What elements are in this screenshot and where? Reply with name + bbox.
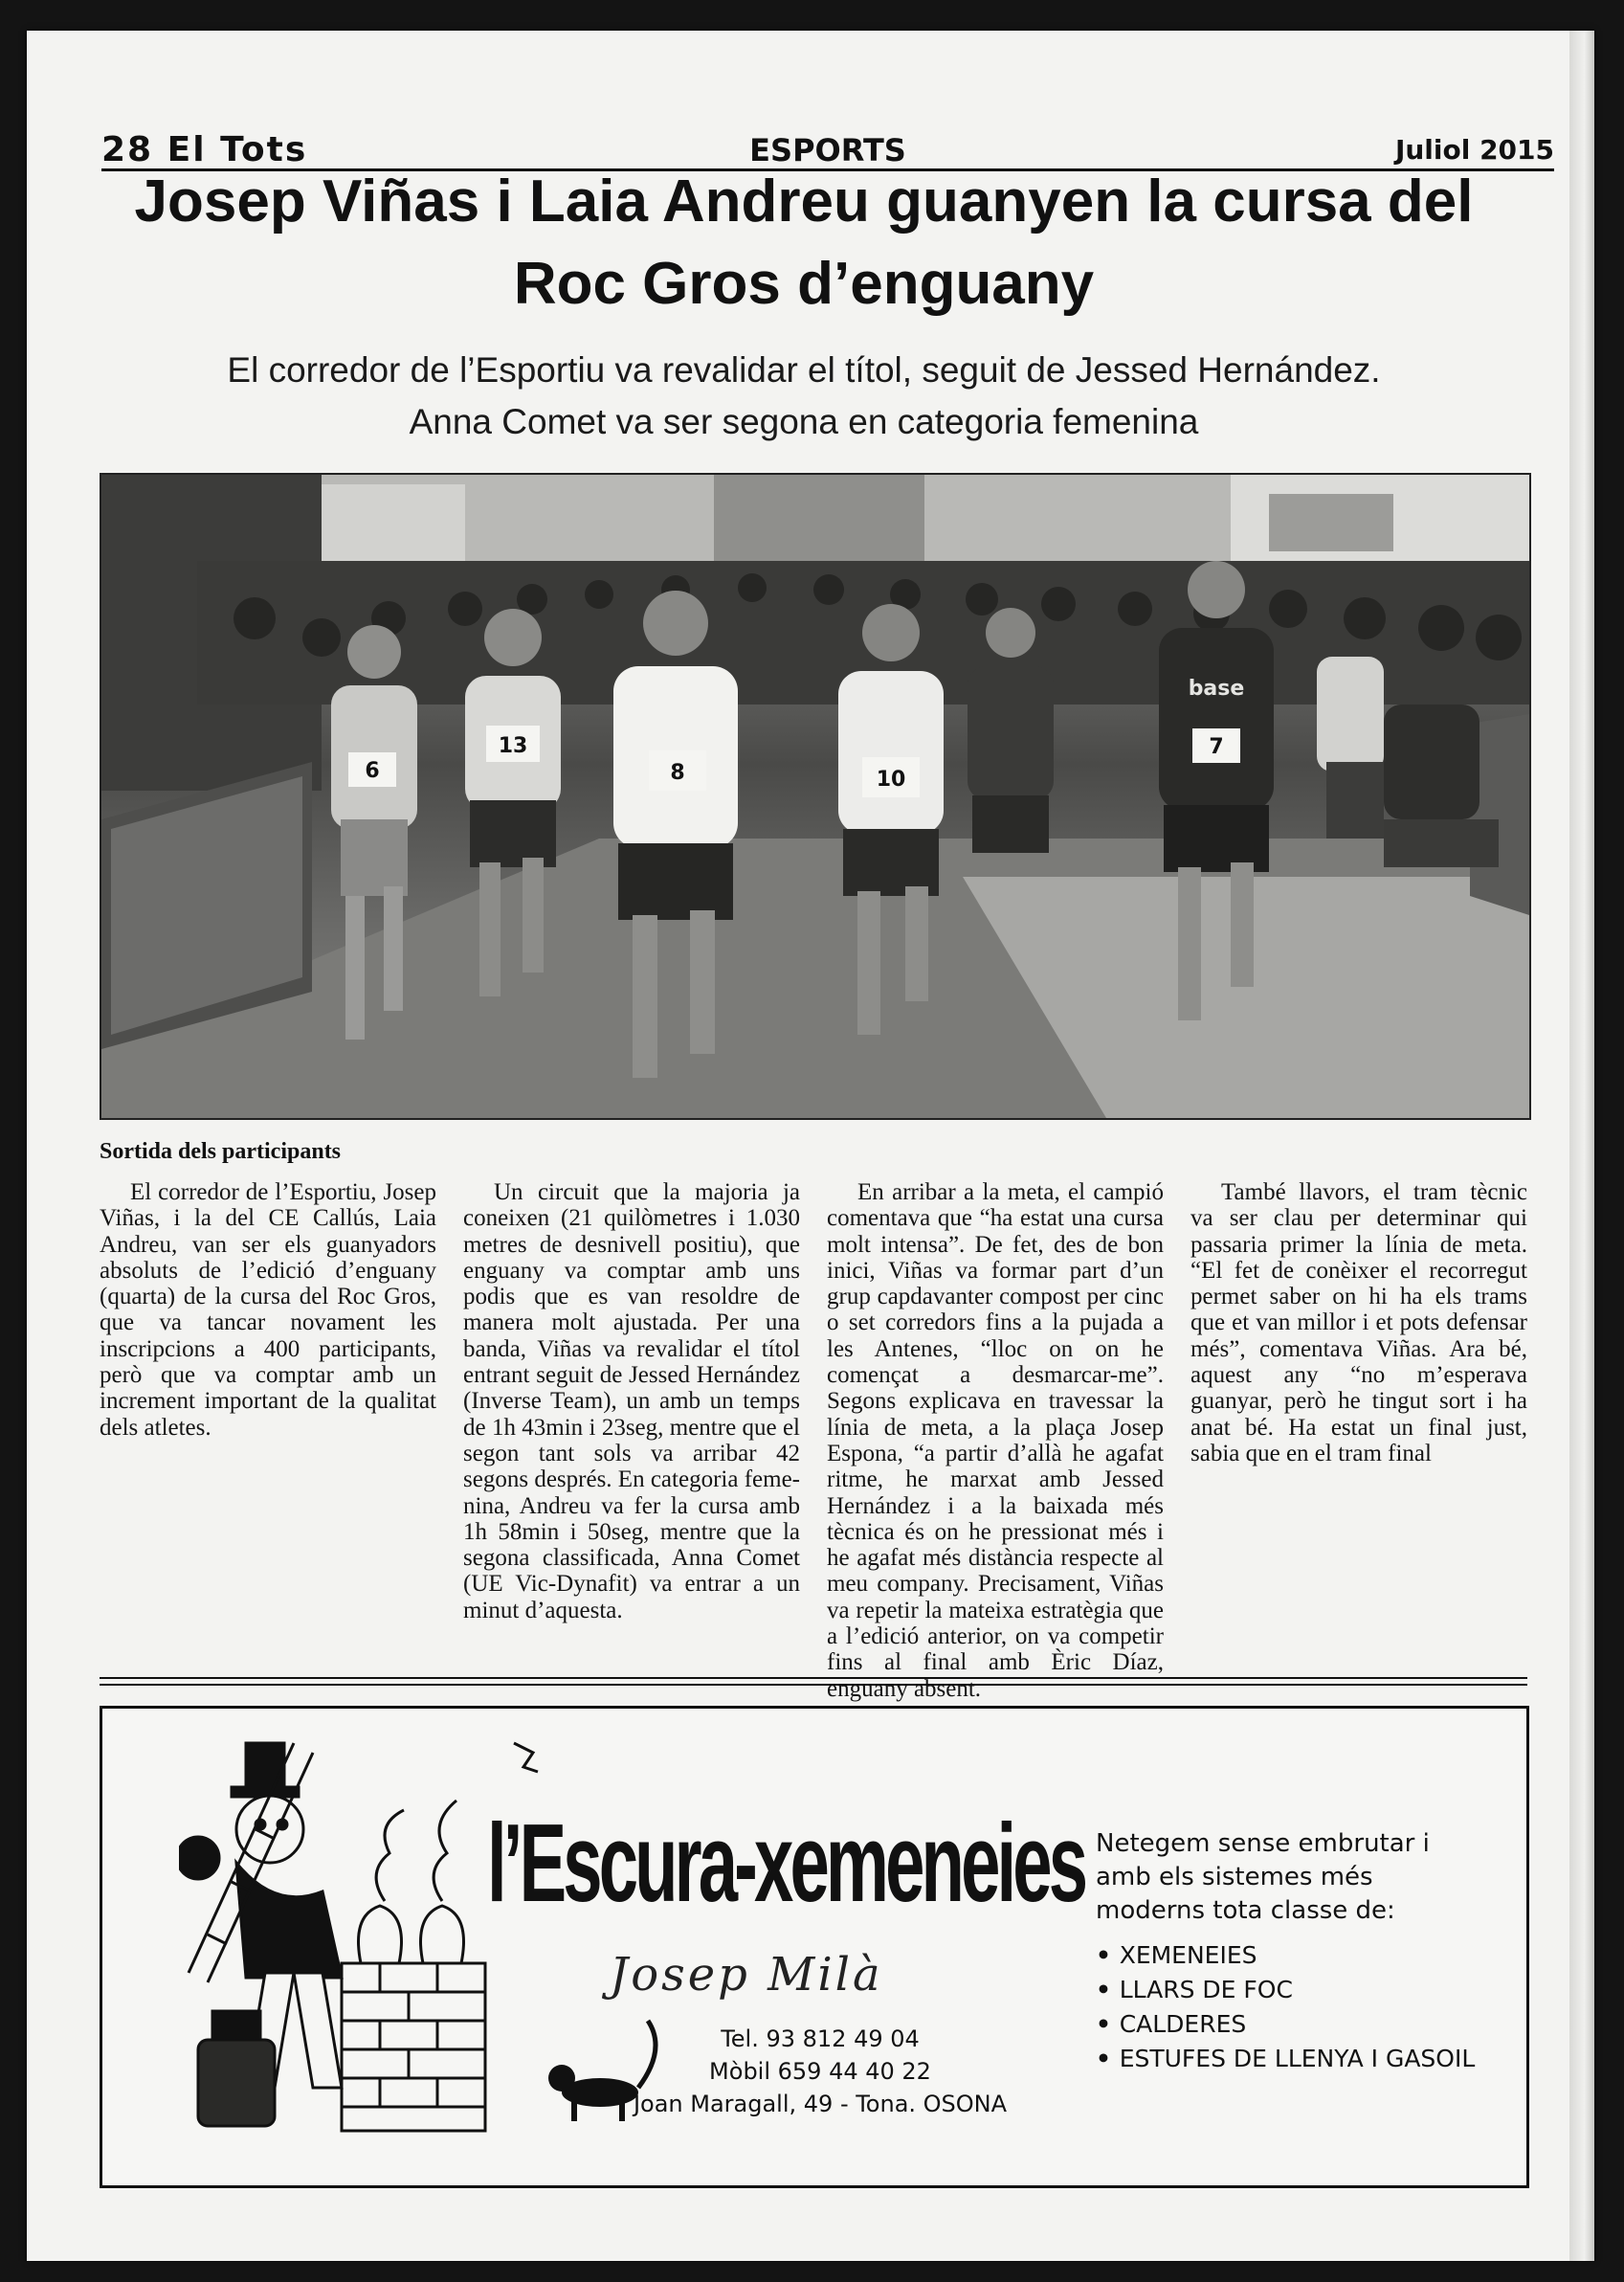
bib-number: 13 [498, 734, 528, 758]
bib-number: 6 [365, 759, 380, 783]
runner-jersey-text: base [1188, 677, 1245, 701]
article-body [100, 1179, 1527, 1702]
article-paragraph: En arribar a la meta, el campió comentava que “ha estat una cursa molt intensa”. De fet, des de bon inici, Viñas va formar part d’un grup capdavanter compost per cinc o set corredors fins a la pujada a les Antenes, “lloc on on he començat a desmarcar-me”. Segons explicava en travessar la línia de meta, a la plaça Josep Espona, “a partir d’allà he agafat ritme, he marxat amb Jessed Hernández i a la baixada més tècnica és on he pressionat més i he agafat més distància respecte al meu company. Precisament, Viñas va repetir la mateixa estratègia que a l’edició anterior, on va competir fins al final amb Èric Díaz, enguany absent. [827, 1179, 1164, 1702]
service-item: • XEMENEIES [1096, 1938, 1475, 1973]
advertiser-brand-name: l’Escura-xemeneies [487, 1801, 1085, 1925]
advertiser-signature: Josep Milà [610, 1948, 883, 2002]
advertisement-intro: Netegem sense embrutar i amb els sistemes més moderns tota classe de: [1096, 1829, 1430, 1925]
race-photo-illustration [101, 475, 1529, 1118]
article-paragraph: També llavors, el tram tècnic va ser clau per determinar qui passaria primer la línia de meta. “El fet de conèixer el recorregut permet saber on hi ha els trams que et van millor i et pots defensar més”, comentava Viñas. Ara bé, aquest any “no m’esperava guanyar, però he tingut sort i ha anat bé. Ha estat un final just, sabia que en el tram final [1190, 1179, 1527, 1466]
article-headline: Josep Viñas i Laia Andreu guanyen la cursa del Roc Gros d’enguany [134, 168, 1474, 317]
advertiser-phone: Tel. 93 812 49 04 [721, 2025, 920, 2052]
article-paragraph: El corredor de l’Esportiu, Josep Viñas, i la del CE Callús, Laia Andreu, van ser els guanyadors absoluts de l’edició d’enguany (quarta) de la cursa del Roc Gros, que va tancar novament les inscripcions a 400 participants, però que va comptar amb un increment important de la qualitat dels atletes. [100, 1179, 436, 1441]
service-item: • CALDERES [1096, 2007, 1475, 2042]
subheadline-line-1: El corredor de l’Esportiu va revalidar el títol, seguit de Jessed Hernández. [227, 350, 1381, 390]
advertisement-divider [100, 1677, 1527, 1686]
section-label: ESPORTS [749, 132, 906, 168]
chimney-sweep-advertisement [100, 1706, 1529, 2188]
article-column-2 [463, 1179, 800, 1639]
issue-date: Juliol 2015 [1394, 134, 1554, 166]
advertiser-mobile: Mòbil 659 44 40 22 [709, 2058, 931, 2085]
service-item: • ESTUFES DE LLENYA I GASOIL [1096, 2042, 1475, 2076]
service-item: • LLARS DE FOC [1096, 1973, 1475, 2007]
photo-caption: Sortida dels participants [100, 1139, 342, 1164]
bib-number: 8 [670, 761, 685, 785]
page-number-label: 28 El Tots [101, 130, 308, 169]
bib-number: 7 [1209, 735, 1224, 759]
article-subheadline [105, 345, 1502, 448]
advertiser-contact [619, 2023, 1021, 2120]
race-start-photo [100, 473, 1531, 1120]
article-column-1 [100, 1179, 436, 1639]
article-column-4 [1190, 1179, 1527, 1639]
advertiser-address: Joan Maragall, 49 - Tona. OSONA [633, 2091, 1008, 2117]
article-paragraph: Un circuit que la majoria ja coneixen (21 quilòmetres i 1.030 metres de desnivell positiu), que enguany va comptar amb uns podis que es van resoldre de manera molt ajustada. Per una banda, Viñas va revalidar el títol entrant seguit de Jessed Hernández (Inverse Team), un amb un temps de 1h 43min i 23seg, mentre que el segon tant sols va arribar 42 segons després. En categoria femenina, Andreu va fer la cursa amb 1h 58min i 50seg, mentre que la segona classificada, Anna Comet (UE Vic-Dynafit) va entrar a un minut d’aquesta. [463, 1179, 800, 1623]
subheadline-line-2: Anna Comet va ser segona en categoria femenina [409, 402, 1199, 441]
bib-number: 10 [876, 768, 906, 792]
page-edge-shadow [1569, 31, 1594, 2261]
article-column-3 [827, 1179, 1164, 1702]
advertisement-services [1096, 1938, 1475, 2076]
